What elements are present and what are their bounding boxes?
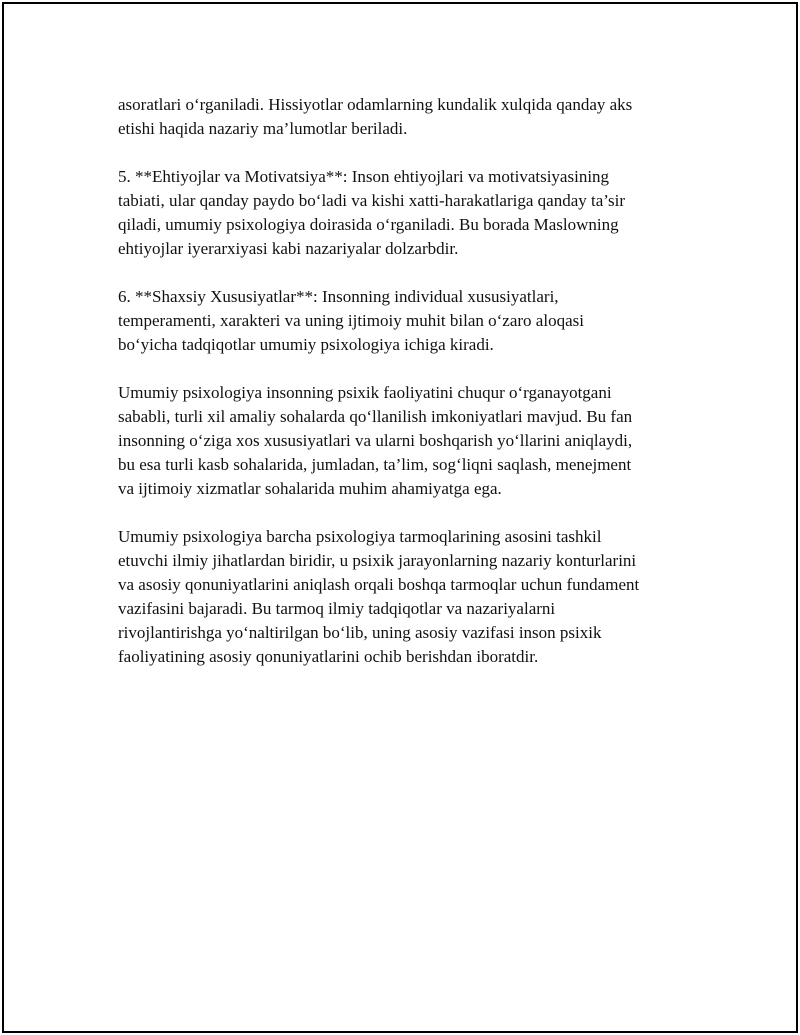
text-line: va asosiy qonuniyatlarini aniqlash orqali boshqa tarmoqlar uchun fundament (118, 575, 640, 594)
text-line: 5. **Ehtiyojlar va Motivatsiya**: Inson ehtiyojlari va motivatsiyasining (118, 167, 610, 186)
text-line: Umumiy psixologiya insonning psixik faoliyatini chuqur o‘rganayotgani (118, 383, 612, 402)
text-line: faoliyatining asosiy qonuniyatlarini ochib berishdan iboratdir. (118, 647, 539, 666)
text-line: temperamenti, xarakteri va uning ijtimoiy muhit bilan o‘zaro aloqasi (118, 311, 584, 330)
text-line: bu esa turli kasb sohalarida, jumladan, ta’lim, sog‘liqni saqlash, menejment (118, 455, 632, 474)
text-line: Umumiy psixologiya barcha psixologiya tarmoqlarining asosini tashkil (118, 527, 602, 546)
text-line: qiladi, umumiy psixologiya doirasida o‘rganiladi. Bu borada Maslowning (118, 215, 619, 234)
text-line: sababli, turli xil amaliy sohalarda qo‘llanilish imkoniyatlari mavjud. Bu fan (118, 407, 633, 426)
paragraph-emotions-continuation (118, 93, 690, 141)
text-line: va ijtimoiy xizmatlar sohalarida muhim ahamiyatga ega. (118, 479, 502, 498)
text-line: etishi haqida nazariy ma’lumotlar beriladi. (118, 119, 408, 138)
text-line: etuvchi ilmiy jihatlardan biridir, u psixik jarayonlarning nazariy konturlarini (118, 551, 637, 570)
paragraph-applications (118, 381, 690, 501)
text-line: vazifasini bajaradi. Bu tarmoq ilmiy tadqiqotlar va nazariyalarni (118, 599, 556, 618)
text-line: rivojlantirishga yo‘naltirilgan bo‘lib, uning asosiy vazifasi inson psixik (118, 623, 602, 642)
text-line: asoratlari o‘rganiladi. Hissiyotlar odamlarning kundalik xulqida qanday aks (118, 95, 633, 114)
paragraph-foundation (118, 525, 690, 669)
text-line: insonning o‘ziga xos xususiyatlari va ularni boshqarish yo‘llarini aniqlaydi, (118, 431, 633, 450)
text-line: tabiati, ular qanday paydo bo‘ladi va kishi xatti-harakatlariga qanday ta’sir (118, 191, 625, 210)
text-line: ehtiyojlar iyerarxiyasi kabi nazariyalar dolzarbdir. (118, 239, 459, 258)
paragraph-needs-motivation (118, 165, 690, 261)
text-line: bo‘yicha tadqiqotlar umumiy psixologiya ichiga kiradi. (118, 335, 494, 354)
document-body (118, 93, 690, 693)
paragraph-personal-traits (118, 285, 690, 357)
text-line: 6. **Shaxsiy Xususiyatlar**: Insonning individual xususiyatlari, (118, 287, 559, 306)
